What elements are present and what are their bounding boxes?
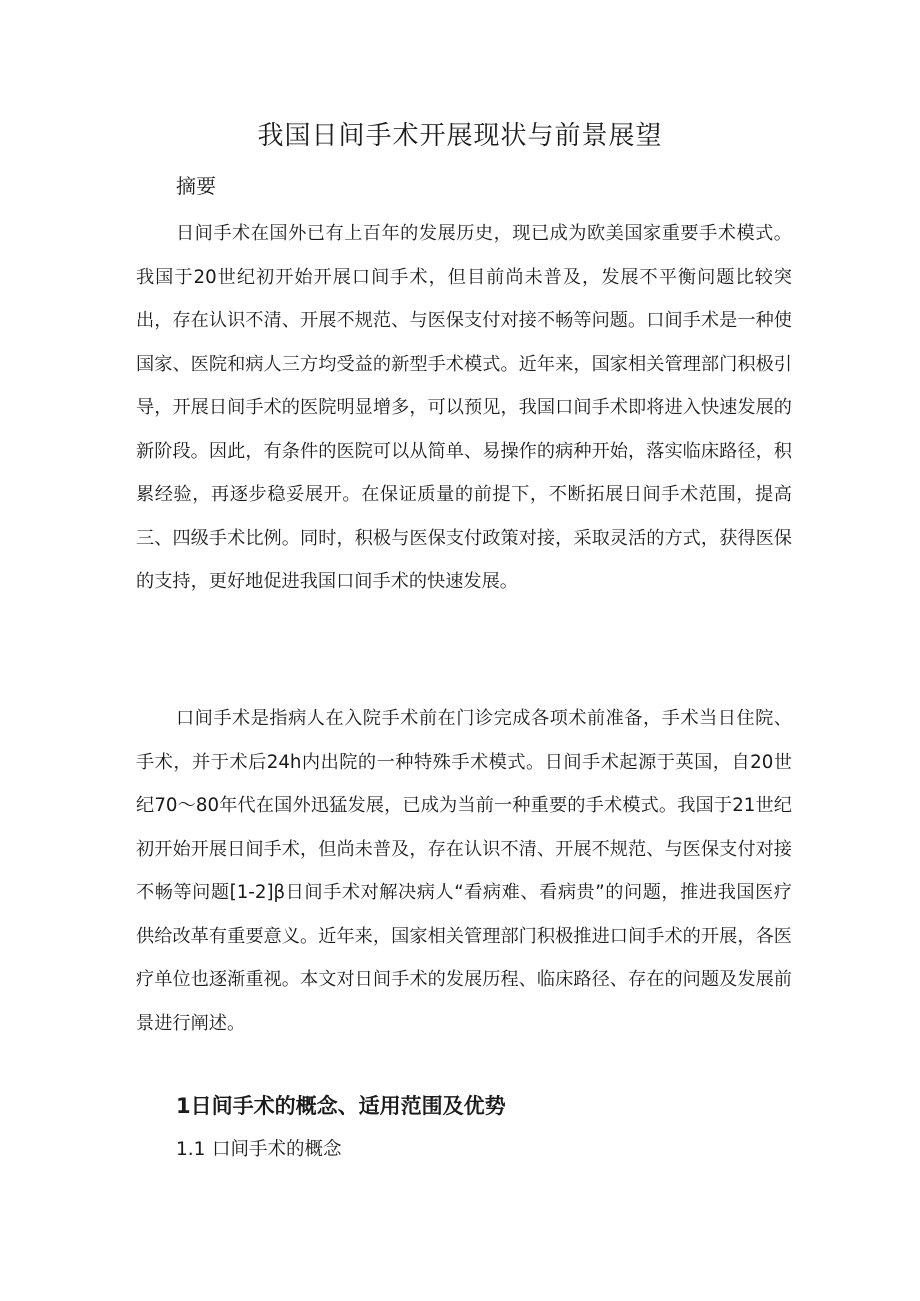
abstract-heading: 摘要 xyxy=(176,174,216,198)
abstract-paragraph: 日间手术在国外已有上百年的发展历史，现已成为欧美国家重要手术模式。我国于20世纪初开始开展口间手术，但目前尚未普及，发展不平衡问题比较突出，存在认识不清、开展不规范、与医保支付对接不畅等问题。口间手术是一种使国家、医院和病人三方均受益的新型手术模式。近年来，国家相关管理部门积极引导，开展日间手术的医院明显增多，可以预见，我国口间手术即将进入快速发展的新阶段。因此，有条件的医院可以从简单、易操作的病种开始，落实临床路径，积累经验，再逐步稳妥展开。在保证质量的前提下，不断拓展日间手术范围，提高三、四级手术比例。同时，积极与医保支付政策对接，采取灵活的方式，获得医保的支持，更好地促进我国口间手术的快速发展。 xyxy=(136,223,792,592)
subsection-heading xyxy=(176,1130,342,1170)
intro-paragraph: 口间手术是指病人在入院手术前在门诊完成各项术前准备，手术当日住院、手术，并于术后24h内出院的一种特殊手术模式。日间手术起源于英国，自20世纪70〜80年代在国外迅猛发展，已成为当前一种重要的手术模式。我国于21世纪初开始开展日间手术，但尚未普及，存在认识不清、开展不规范、与医保支付对接不畅等问题[1-2]β日间手术对解决病人“看病难、看病贵”的问题，推进我国医疗供给改革有重要意义。近年来，国家相关管理部门积极推进口间手术的开展，各医疗单位也逐渐重视。本文对日间手术的发展历程、临床路径、存在的问题及发展前景进行阐述。 xyxy=(136,708,792,1034)
subsection-title: 口间手术的概念 xyxy=(212,1139,342,1160)
section-heading: 1日间手术的概念、适用范围及优势 xyxy=(176,1094,506,1118)
subsection-number: 1.1 xyxy=(176,1139,206,1160)
document-title: 我国日间手术开展现状与前景展望 xyxy=(257,121,663,151)
